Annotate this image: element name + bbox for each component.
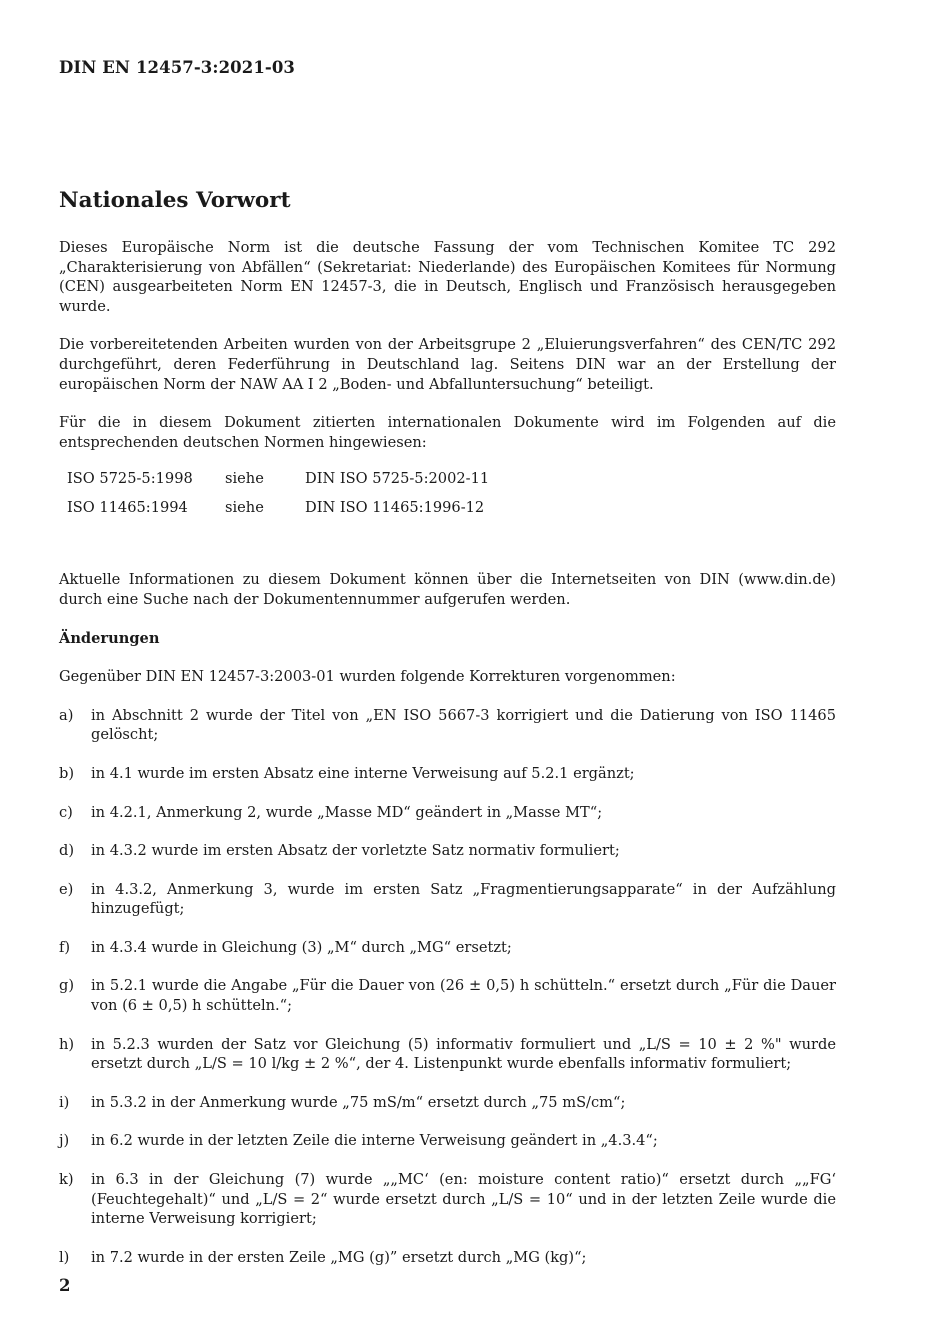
- page-number: 2: [59, 1276, 71, 1295]
- list-item-text: in 6.3 in der Gleichung (7) wurde „„MC‘ (en: moisture content ratio)“ ersetzt durch „„FG‘ (Feuchtegehalt)“ und „L/S = 2“ wurde ersetzt durch „L/S = 10“ und in der letzten Zeile wurde die interne Verweisung korrigiert;: [91, 1171, 836, 1228]
- list-item-text: in 4.3.4 wurde in Gleichung (3) „M“ durch „MG“ ersetzt;: [91, 938, 512, 956]
- list-item-text: in 4.3.2, Anmerkung 3, wurde im ersten Satz „Fragmentierungsapparate“ in der Aufzählung hinzugefügt;: [91, 880, 836, 918]
- list-item-text: in 5.2.1 wurde die Angabe „Für die Dauer von (26 ± 0,5) h schütteln.“ ersetzt durch „Für die Dauer von (6 ± 0,5) h schütteln.“;: [91, 977, 836, 1015]
- list-item: [59, 1131, 836, 1151]
- list-item-label: j): [59, 1132, 70, 1150]
- relation-label: siehe: [225, 499, 264, 517]
- paragraph-working-group: Die vorbereitetenden Arbeiten wurden von der Arbeitsgrupe 2 „Eluierungsverfahren“ des CEN/TC 292 durchgeführt, deren Federführung in Deutschland lag. Seitens DIN war an der Erstellung der europäischen Norm der NAW AA I 2 „Boden- und Abfalluntersuchung“ beteiligt.: [59, 336, 836, 393]
- list-item: [59, 880, 836, 919]
- list-item-text: in 7.2 wurde in der ersten Zeile „MG (g)” ersetzt durch „MG (kg)“;: [91, 1248, 587, 1266]
- paragraph-info: Aktuelle Informationen zu diesem Dokument können über die Internetseiten von DIN (www.din.de) durch eine Suche nach der Dokumentennummer aufgerufen werden.: [59, 571, 836, 608]
- list-item-label: l): [59, 1248, 70, 1266]
- changes-intro: Gegenüber DIN EN 12457-3:2003-01 wurden folgende Korrekturen vorgenommen:: [59, 668, 676, 686]
- main-content: [59, 186, 836, 1286]
- list-item-label: b): [59, 764, 75, 782]
- relation-label: siehe: [225, 470, 264, 488]
- list-item: [59, 706, 836, 745]
- list-item-label: f): [59, 938, 71, 956]
- list-item-label: g): [59, 977, 75, 995]
- list-item: [59, 803, 836, 823]
- list-item-text: in 4.2.1, Anmerkung 2, wurde „Masse MD“ geändert in „Masse MT“;: [91, 803, 603, 821]
- list-item-text: in 4.3.2 wurde im ersten Absatz der vorletzte Satz normativ formuliert;: [91, 842, 620, 860]
- national-standard: DIN ISO 11465:1996-12: [305, 499, 485, 517]
- list-item: [59, 938, 836, 958]
- standards-row: [67, 464, 836, 493]
- paragraph-intro: Dieses Europäische Norm ist die deutsche Fassung der vom Technischen Komitee TC 292 „Charakterisierung von Abfällen“ (Sekretariat: Niederlande) des Europäischen Komitees für Normung (CEN) ausgearbeiteten Norm EN 12457-3, die in Deutsch, Englisch und Französisch herausgegeben wurde.: [59, 239, 836, 315]
- standards-row: [67, 493, 836, 522]
- international-standard: ISO 11465:1994: [67, 499, 188, 517]
- list-item-label: k): [59, 1171, 74, 1189]
- list-item: [59, 976, 836, 1015]
- list-item-label: e): [59, 880, 74, 898]
- national-standard: DIN ISO 5725-5:2002-11: [305, 470, 490, 488]
- list-item-label: a): [59, 706, 74, 724]
- list-item-label: d): [59, 842, 75, 860]
- paragraph-references: Für die in diesem Dokument zitierten internationalen Dokumente wird im Folgenden auf die entsprechenden deutschen Normen hingewiesen:: [59, 414, 836, 451]
- section-title: Nationales Vorwort: [59, 188, 291, 213]
- changes-list: [59, 706, 836, 1268]
- list-item-label: c): [59, 803, 73, 821]
- list-item: [59, 1248, 836, 1268]
- list-item-label: h): [59, 1035, 75, 1053]
- changes-heading: Änderungen: [59, 629, 160, 647]
- list-item-text: in 5.3.2 in der Anmerkung wurde „75 mS/m“ ersetzt durch „75 mS/cm“;: [91, 1093, 626, 1111]
- list-item-text: in Abschnitt 2 wurde der Titel von „EN ISO 5667-3 korrigiert und die Datierung von ISO 11465 gelöscht;: [91, 706, 836, 744]
- list-item: [59, 1093, 836, 1113]
- list-item-text: in 6.2 wurde in der letzten Zeile die interne Verweisung geändert in „4.3.4“;: [91, 1132, 658, 1150]
- list-item-text: in 4.1 wurde im ersten Absatz eine interne Verweisung auf 5.2.1 ergänzt;: [91, 764, 635, 782]
- list-item: [59, 1170, 836, 1229]
- list-item: [59, 841, 836, 861]
- list-item: [59, 1035, 836, 1074]
- list-item-text: in 5.2.3 wurden der Satz vor Gleichung (5) informativ formuliert und „L/S = 10 ± 2 %" wurde ersetzt durch „L/S = 10 l/kg ± 2 %“, der 4. Listenpunkt wurde ebenfalls informativ formuliert;: [91, 1035, 836, 1073]
- document-id-header: DIN EN 12457-3:2021-03: [59, 58, 296, 77]
- list-item-label: i): [59, 1093, 70, 1111]
- list-item: [59, 764, 836, 784]
- standards-table: [67, 464, 836, 522]
- international-standard: ISO 5725-5:1998: [67, 470, 193, 488]
